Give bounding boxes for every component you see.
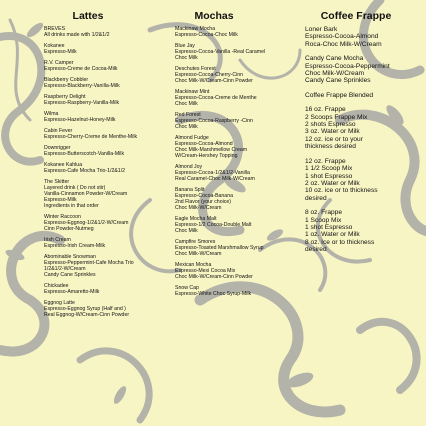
menu-item-detail: Choc Milk — [175, 101, 198, 107]
menu-item-detail: W/Cream-Hershey Topping — [175, 153, 238, 159]
menu-item — [44, 214, 159, 232]
menu-item-name: Chickadee — [44, 283, 69, 289]
menu-item-detail: 1 oz. Water or Milk — [305, 231, 360, 239]
menu-item-name: Deschutes Forest — [175, 66, 216, 72]
menu-item — [175, 89, 285, 107]
menu-item — [175, 285, 285, 297]
menu-item-detail: All drinks made with 1/2&1/2 — [44, 32, 110, 38]
menu-item-name: Wilma — [44, 111, 59, 117]
menu-item-detail: Candy Cane Sprinkles — [44, 272, 96, 278]
menu-item-name: Almond Fudge — [175, 135, 209, 141]
menu-item-detail: thickness desired — [305, 143, 356, 151]
mochas-column — [175, 10, 285, 302]
menu-item-detail: Cinn Powder-Nutmeg — [44, 226, 94, 232]
menu-item-detail: Roca-Choc Milk-W/Cream — [305, 40, 382, 48]
menu-item-name: Campfire Smores — [175, 239, 216, 245]
menu-item-detail: Espresso-Cocoa-Almond — [305, 33, 379, 41]
menu-item — [305, 158, 423, 202]
menu-item-detail: 2nd Flavor (your choice) — [175, 199, 231, 205]
menu-item — [305, 26, 423, 48]
menu-item — [44, 60, 159, 72]
menu-item-detail: Espresso-Cherry-Creme de Menthe-Milk — [44, 134, 138, 140]
coffee-frappe-column — [305, 10, 423, 261]
menu-item-name: Cabin Fever — [44, 128, 73, 134]
lattes-column — [44, 10, 159, 323]
menu-item-detail: Espresso-Eggnog-1/2&1/2-W/Cream — [44, 220, 129, 226]
menu-item-detail: Espresso-Amaretto-Milk — [44, 289, 100, 295]
menu-item-detail: 1/2&1/2-W/Cream — [44, 266, 86, 272]
menu-item-name: 12 oz. Frappe — [305, 157, 346, 165]
menu-item-name: BREVES — [44, 26, 66, 32]
menu-item-detail: Choc Milk-Marshmellow Cream — [175, 147, 248, 153]
menu-item-detail: 1 shot Espresso — [305, 223, 353, 231]
menu-item-detail: desired — [305, 246, 327, 254]
menu-item-detail: Espresso-Cocoa-Almond — [175, 141, 233, 147]
menu-item-detail: Espresso-Cocoa-Creme de Menthe — [175, 95, 257, 101]
menu-item-detail: Espresso-Cafe Mocha Trio-1/2&1/2 — [44, 168, 126, 174]
menu-item-detail: Choc Milk — [175, 55, 198, 61]
menu-item-name: Mackinaw Mint — [175, 89, 210, 95]
menu-item — [175, 262, 285, 280]
menu-item-name: Irish Cream — [44, 237, 71, 243]
menu-item-detail: Candy Cane Sprinkles — [305, 77, 371, 85]
menu-item-detail: Espresso-Cocoa-Peppermint — [305, 62, 390, 70]
menu-item-detail: Choc Milk — [175, 228, 198, 234]
menu-item-detail: Espresso-Butterscotch-Vanilla-Milk — [44, 151, 125, 157]
menu-item — [44, 94, 159, 106]
lattes-list — [44, 26, 159, 318]
menu-item-detail: Espresso-Hazelnut-Honey-Milk — [44, 117, 116, 123]
menu-item-detail: Espresso-Blackberry-Vanilla-Milk — [44, 83, 120, 89]
menu-item-detail: 2 oz. Water or Milk — [305, 179, 360, 187]
menu-item — [44, 111, 159, 123]
menu-item — [175, 164, 285, 182]
menu-item-name: Abominable Snowman — [44, 254, 96, 260]
menu-item-detail: Espresso-1/2 Cocoa-Double Malt — [175, 222, 252, 228]
menu-item-detail: Espresso-Cocoa-Raspberry -Cinn — [175, 118, 253, 124]
menu-item — [175, 26, 285, 38]
menu-item-name: Blue Jay — [175, 43, 195, 49]
menu-item-detail: 1 Scoop Mix — [305, 216, 342, 224]
menu-item-detail: 10 oz. ice or to thickness — [305, 187, 378, 195]
menu-item-detail: Choc Milk-W/Cream — [305, 70, 364, 78]
menu-item — [175, 187, 285, 211]
menu-item — [44, 128, 159, 140]
menu-item-detail: Ingredients in that order — [44, 203, 99, 209]
menu-item — [44, 237, 159, 249]
menu-item-detail: Espresso-Irish Cream-Milk — [44, 243, 106, 249]
menu-item-detail: Espresso-Milk — [44, 197, 77, 203]
menu-item-detail: Espresso-Creme de Cocoa-Milk — [44, 66, 118, 72]
menu-item — [44, 300, 159, 318]
menu-item-name: Eagle Mocha Malt — [175, 216, 217, 222]
menu-item-name: Mackinaw Mocha — [175, 26, 216, 32]
menu-item-detail: Espresso-Cocoa-Choc Milk — [175, 32, 238, 38]
menu-item — [305, 92, 423, 99]
menu-item-name: R.V. Camper — [44, 60, 74, 66]
menu-item-detail: 2 Scoops Frappe Mix — [305, 113, 368, 121]
menu-item-name: Eggnog Latte — [44, 300, 75, 306]
menu-item-name: Loner Bark — [305, 26, 338, 33]
menu-item — [175, 239, 285, 257]
menu-item-detail: 1 shot Espresso — [305, 172, 353, 180]
menu-item — [175, 43, 285, 61]
lattes-heading: Lattes — [72, 10, 104, 22]
menu-item-name: Kokanee — [44, 43, 65, 49]
menu-item-detail: Real Eggnog-W/Cream-Cinn Powder — [44, 312, 130, 318]
menu-item-name: 16 oz. Frappe — [305, 106, 346, 114]
menu-item-name: Red Forest — [175, 112, 201, 118]
menu-item-detail: desired — [305, 194, 327, 202]
menu-item-detail: Espresso-Cocoa-Vanilla -Real Caramel — [175, 49, 266, 55]
menu-item — [175, 135, 285, 159]
menu-item-name: Banana Split — [175, 187, 205, 193]
menu-item-detail: Vanilla-Cinnamon Powder-W/Cream — [44, 191, 128, 197]
menu-item-detail: Choc Milk-W/Cream-Cinn Powder — [175, 78, 253, 84]
menu-item-detail: Espresso-Cocoa-Banana — [175, 193, 233, 199]
mochas-list — [175, 26, 285, 297]
menu-item-detail: Choc Milk-W/Cream-Cinn Powder — [175, 274, 253, 280]
menu-item — [175, 66, 285, 84]
menu-item — [305, 55, 423, 85]
menu-item-detail: 2 shots Espresso — [305, 121, 356, 129]
menu-item-name: Candy Cane Mocha — [305, 55, 364, 63]
menu-item — [44, 179, 159, 209]
menu-item-name: Kokanee Kahlua — [44, 162, 83, 168]
menu-item — [175, 216, 285, 234]
menu-item-name: Coffee Frappe Blended — [305, 91, 374, 99]
menu-item-detail: Espresso-Mexi Cocoa Mix — [175, 268, 236, 274]
menu-item-detail: 1 1/2 Scoop Mix — [305, 165, 353, 173]
menu-item-detail: Choc Milk — [175, 124, 198, 130]
menu-item-detail: Layered drink ( Do not stir) — [44, 185, 106, 191]
menu-item — [44, 26, 159, 38]
menu-item-detail: Espresso-White Choc Syrup-Milk — [175, 291, 252, 297]
menu-item-detail: Espresso-Toasted Marshmallow Syrup — [175, 245, 264, 251]
menu-item-detail: Choc Milk-W/Cream — [175, 205, 222, 211]
menu-item-detail: Espresso-Milk — [44, 49, 77, 55]
menu-item — [305, 106, 423, 150]
menu-item-name: Snow Cap — [175, 285, 199, 291]
menu-item-detail: Choc Milk-W/Cream — [175, 251, 222, 257]
menu-item-name: Almond Joy — [175, 164, 203, 170]
menu-item-name: Downrigger — [44, 145, 71, 151]
menu-item-name: Raspberry Delight — [44, 94, 86, 100]
menu-item-name: Mexican Mocha — [175, 262, 212, 268]
menu-item-detail: Espresso-Eggnog Syrup (Half and ) — [44, 306, 126, 312]
menu-item-detail: 8 oz. Ice or to thickness — [305, 238, 375, 246]
menu-item — [44, 77, 159, 89]
menu-item-detail: Espresso-Peppermint-Cafe Mocha Trio — [44, 260, 134, 266]
menu-item — [44, 145, 159, 157]
menu-item-detail: 12 oz. ice or to your — [305, 135, 363, 143]
menu-item-detail: Espresso-Cocoa-1/2&1/2-Vanilla — [175, 170, 250, 176]
menu-item — [44, 254, 159, 278]
menu-item — [44, 283, 159, 295]
mochas-heading: Mochas — [194, 10, 234, 22]
menu-item-detail: Espresso-Cocoa-Cherry-Cinn — [175, 72, 244, 78]
menu-item-name: 8 oz. Frappe — [305, 209, 343, 217]
coffee-frappe-heading: Coffee Frappe — [320, 10, 392, 22]
menu-item — [44, 162, 159, 174]
menu-item-detail: Espresso-Raspberry-Vanilla-Milk — [44, 100, 120, 106]
menu-item — [305, 209, 423, 253]
menu-item-name: Winter Raccoon — [44, 214, 81, 220]
coffee-frappe-list — [305, 26, 423, 254]
menu-item-name: The Skitter — [44, 179, 70, 185]
menu-item — [44, 43, 159, 55]
menu-item-name: Blackberry Cobbler — [44, 77, 89, 83]
menu-item-detail: Real Caramel-Choc Milk-W/Cream — [175, 176, 255, 182]
menu-item — [175, 112, 285, 130]
menu-item-detail: 3 oz. Water or Milk — [305, 128, 360, 136]
